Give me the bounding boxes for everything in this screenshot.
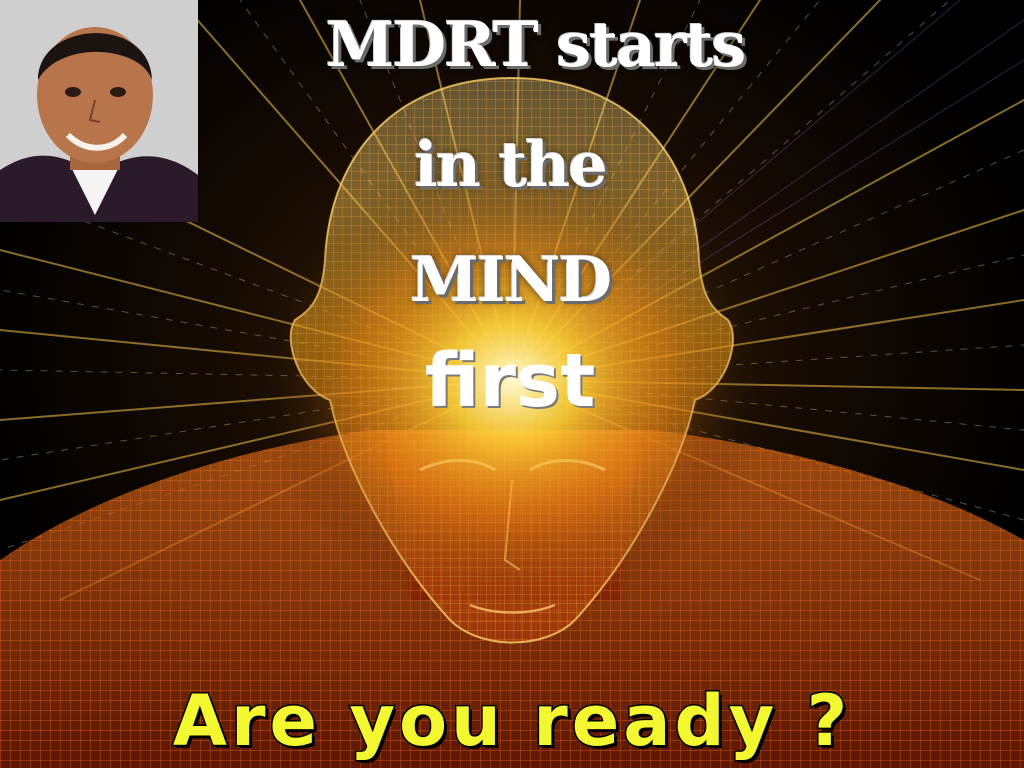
headline-line-1: MDRT starts xyxy=(325,8,745,81)
question-text: Are you ready ? xyxy=(172,680,852,762)
headline-line-2: in the xyxy=(414,128,606,201)
headline-line-4: first xyxy=(424,338,596,424)
headline-line-3: MIND xyxy=(409,243,611,316)
speaker-portrait xyxy=(0,0,198,222)
